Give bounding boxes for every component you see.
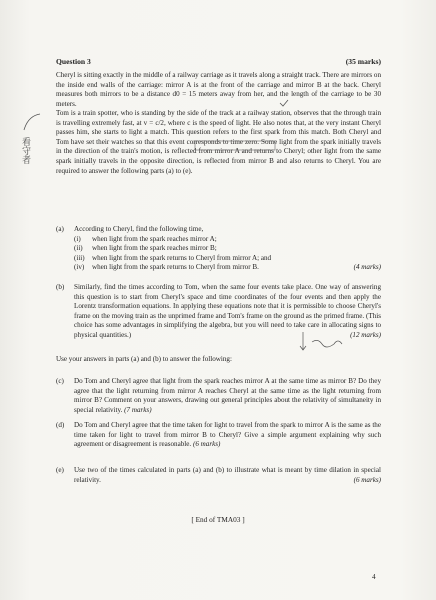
part-a-item: (ii) when light from the spark reaches mirror B; [74,244,217,253]
boxed-phrase [195,141,275,150]
part-c-marks: (7 marks) [124,405,152,414]
tick-mark [280,100,288,106]
question-marks: (35 marks) [345,57,381,66]
part-c-label: (c) [56,377,64,385]
scribble-b [312,340,342,347]
handwritten-margin-note: 看守者 [20,137,30,164]
margin-arrow [24,114,40,130]
intro-paragraph-2: Tom is a train spotter, who is standing by the side of the track at a railway station, observes that the through train is travelling extremely fast, at v = c/2, where c is the speed of light. He also notes that, at the very instant Cheryl passes him, she starts to light a match. This question refers to the first spark from this match. Both Cheryl and Tom have set their watches so that this event corresponds to time zero. Some light from the spark initially travels in the direction of the train's motion, is reflected from mirror A and returns to Cheryl; other light from the same spark initially travels in the opposite direction, is reflected from mirror B and also returns to Cheryl. You are required to answer the following parts (a) to (e). [56,109,381,175]
part-b-marks: (12 marks) [350,330,381,339]
use-answers-line: Use your answers in parts (a) and (b) to answer the following: [56,355,232,363]
part-a-label: (a) [56,225,64,233]
part-d-label: (d) [56,421,65,429]
part-a-lead: According to Cheryl, find the following time, [74,225,204,233]
part-d-text: Do Tom and Cheryl agree that the time taken for light to travel from the spark to mirror A is the same as the time taken for light to travel from mirror B to Cheryl? Give a simple argument explaining why such agreement or disagreement is reasonable. [74,421,381,449]
part-a-item: (iii) when light from the spark returns to Cheryl from mirror A; and [74,253,272,262]
part-d-marks: (6 marks) [192,440,221,449]
part-a-item: (iv) when light from the spark returns to Cheryl from mirror B. (4 marks) [74,263,381,272]
end-marker: [ End of TMA03 ] [191,515,245,524]
part-e-marks: (6 marks) [353,475,381,484]
part-a-marks: (4 marks) [353,263,381,272]
part-e-text: Use two of the times calculated in parts (a) and (b) to illustrate what is meant by time dilation in special relativity. [74,466,381,484]
intro-paragraph-1: Cheryl is sitting exactly in the middle of a railway carriage as it travels along a straight track. There are mirrors on the inside end walls of the carriage: mirror A is at the front of the carriage and mirror B at the back. Cheryl measures both mirrors to be a distance d0 = 15 meters away from her, and the length of the carriage to be 30 meters. [56,71,381,108]
arrow-b [300,332,306,350]
part-e-label: (e) [56,466,64,474]
part-a-item: (i) when light from the spark reaches mirror A; [74,234,217,243]
part-c-text: Do Tom and Cheryl agree that light from the spark reaches mirror A at the same time as mirror B? Do they agree that the light returning from mirror A reaches Cheryl at the same time as the light returning from mirror B? Comment on your answers, drawing out general principles about the relativity of simultaneity in special relativity. [74,377,381,414]
part-b-label: (b) [56,283,65,291]
page-number: 4 [372,572,376,581]
part-b-text: Similarly, find the times according to Tom, when the same four events take place. One way of answering this question is to start from Cheryl's space and time coordinates of the four events and then apply the Lorentz transformation equations. In applying these equations note that it is permissible to choose Cheryl's frame on the moving train as the unprimed frame and Tom's frame on the ground as the primed frame. (This choice has some advantages in simplifying the algebra, but you will need to take care in allocating signs to physical quantities.) [74,283,381,339]
question-title: Question 3 [56,57,91,66]
